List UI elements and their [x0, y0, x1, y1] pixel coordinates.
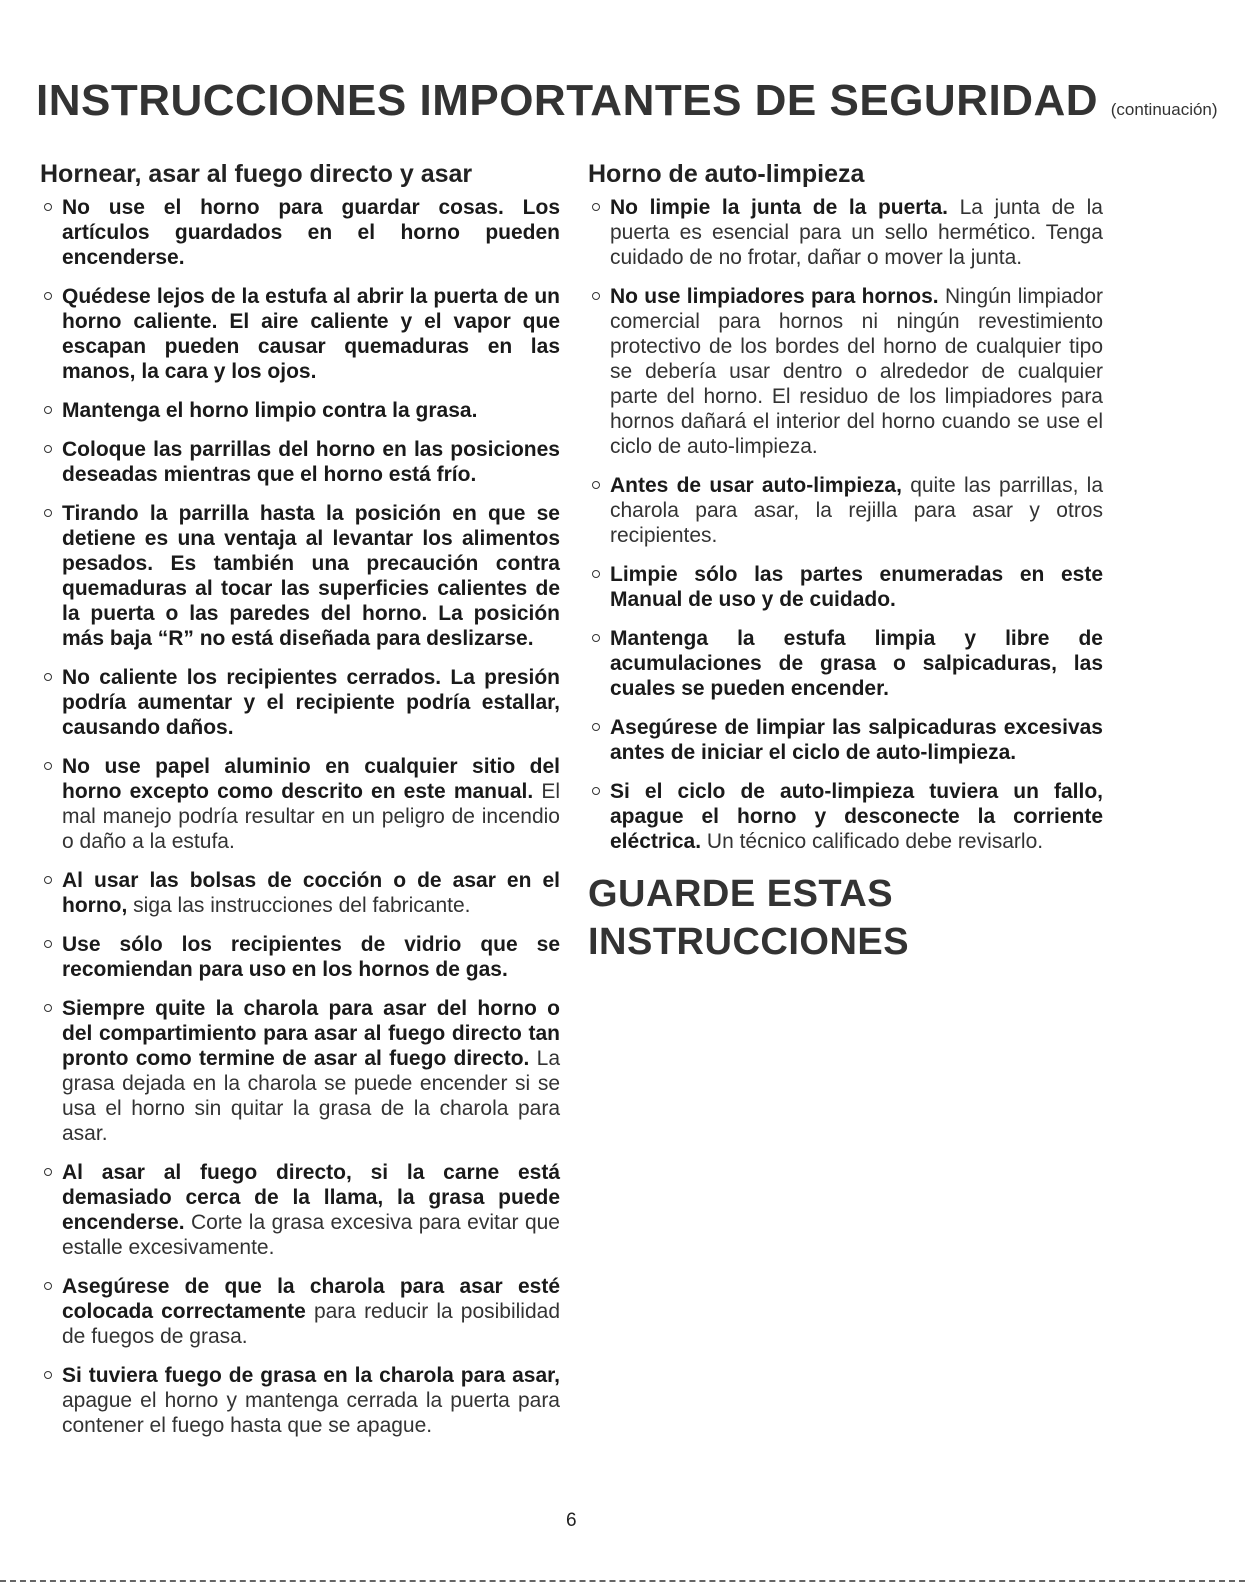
self-clean-safety-list	[588, 195, 1103, 854]
item-bold-text: Antes de usar auto-limpieza,	[610, 474, 902, 497]
list-item	[40, 932, 560, 982]
item-normal-text: Un técnico calificado debe revisarlo.	[706, 830, 1044, 853]
list-item	[40, 398, 560, 423]
item-normal-text: quite las parrillas, la charola para asar, la rejilla para asar y otros recipientes.	[610, 474, 1104, 547]
item-normal-text: apague el horno y mantenga cerrada la puerta para contener el fuego hasta que se apague.	[62, 1389, 560, 1437]
item-bold-text: Si tuviera fuego de grasa en la charola para asar,	[62, 1364, 560, 1387]
item-bold-text: Use sólo los recipientes de vidrio que se recomiendan para uso en los hornos de gas.	[62, 933, 560, 981]
right-column	[588, 160, 1103, 966]
item-normal-text: Ningún limpiador comercial para hornos ni ningún revestimiento protectivo de los bordes del horno de cualquier tipo se debería usar dentro o alrededor de cualquier parte del horno. El residuo de los limpiadores para hornos dañará el interior del horno cuando se use el ciclo de auto-limpieza.	[610, 285, 1103, 458]
item-normal-text: La junta de la puerta es esencial para un sello hermético. Tenga cuidado de no frotar, dañar o mover la junta.	[610, 196, 1103, 269]
bottom-divider	[0, 1580, 1245, 1584]
item-bold-text: Al asar al fuego directo, si la carne está demasiado cerca de la llama, la grasa puede encenderse.	[62, 1161, 560, 1234]
section-heading-baking: Hornear, asar al fuego directo y asar	[40, 160, 473, 188]
list-item	[588, 284, 1103, 459]
list-item	[40, 284, 560, 384]
list-item	[588, 626, 1103, 701]
list-item	[40, 501, 560, 651]
page-number: 6	[566, 1510, 577, 1531]
item-bold-text: No caliente los recipientes cerrados. La presión podría aumentar y el recipiente podría estallar, causando daños.	[62, 666, 560, 739]
list-item	[40, 195, 560, 270]
list-item	[40, 868, 560, 918]
item-bold-text: Mantenga la estufa limpia y libre de acumulaciones de grasa o salpicaduras, las cuales se pueden encender.	[610, 627, 1103, 700]
item-normal-text: para reducir la posibilidad de fuegos de grasa.	[62, 1300, 560, 1348]
list-item	[40, 754, 560, 854]
item-bold-text: Asegúrese de que la charola para asar esté colocada correctamente	[62, 1275, 560, 1323]
page-title	[36, 76, 1216, 126]
list-item	[588, 779, 1103, 854]
save-instructions-banner	[588, 870, 1103, 966]
item-bold-text: Siempre quite la charola para asar del horno o del compartimiento para asar al fuego directo tan pronto como termine de asar al fuego directo.	[62, 997, 560, 1070]
item-bold-text: Tirando la parrilla hasta la posición en que se detiene es una ventaja al levantar los alimentos pesados. Es también una precaución contra quemaduras al tocar las superficies calientes de la puerta o las paredes del horno. La posición más baja “R” no está diseñada para deslizarse.	[62, 502, 560, 650]
item-bold-text: Quédese lejos de la estufa al abrir la puerta de un horno caliente. El aire caliente y el vapor que escapan pueden causar quemaduras en las manos, la cara y los ojos.	[62, 285, 560, 383]
list-item	[588, 715, 1103, 765]
save-instructions-line-2: INSTRUCCIONES	[588, 921, 910, 963]
list-item	[40, 996, 560, 1146]
item-bold-text: No limpie la junta de la puerta.	[610, 196, 948, 219]
left-column	[40, 160, 560, 1452]
item-normal-text: siga las instrucciones del fabricante.	[133, 894, 471, 917]
list-item	[588, 195, 1103, 270]
list-item	[40, 1160, 560, 1260]
baking-safety-list	[40, 195, 560, 1438]
section-heading-self-clean: Horno de auto-limpieza	[588, 160, 865, 188]
save-instructions-line-1: GUARDE ESTAS	[588, 873, 894, 915]
item-bold-text: Limpie sólo las partes enumeradas en este Manual de uso y de cuidado.	[610, 563, 1103, 611]
item-normal-text: Corte la grasa excesiva para evitar que estalle excesivamente.	[62, 1211, 560, 1259]
item-normal-text: El mal manejo podría resultar en un peligro de incendio o daño a la estufa.	[62, 780, 560, 853]
item-normal-text: La grasa dejada en la charola se puede encender si se usa el horno sin quitar la grasa de la charola para asar.	[62, 1047, 560, 1145]
list-item	[40, 665, 560, 740]
item-bold-text: Asegúrese de limpiar las salpicaduras excesivas antes de iniciar el ciclo de auto-limpieza.	[610, 716, 1103, 764]
item-bold-text: No use papel aluminio en cualquier sitio del horno excepto como descrito en este manual.	[62, 755, 560, 803]
item-bold-text: Mantenga el horno limpio contra la grasa.	[62, 399, 478, 422]
item-bold-text: No use el horno para guardar cosas. Los artículos guardados en el horno pueden encenderse.	[62, 196, 560, 269]
item-bold-text: Coloque las parrillas del horno en las posiciones deseadas mientras que el horno está frío.	[62, 438, 560, 486]
list-item	[40, 1363, 560, 1438]
item-bold-text: Al usar las bolsas de cocción o de asar en el horno,	[62, 869, 560, 917]
continuation-label: (continuación)	[1110, 100, 1218, 119]
page-title-text: INSTRUCCIONES IMPORTANTES DE SEGURIDAD	[36, 76, 1099, 125]
item-bold-text: No use limpiadores para hornos.	[610, 285, 939, 308]
list-item	[40, 1274, 560, 1349]
item-bold-text: Si el ciclo de auto-limpieza tuviera un fallo, apague el horno y desconecte la corriente eléctrica.	[610, 780, 1103, 853]
list-item	[588, 562, 1103, 612]
list-item	[588, 473, 1103, 548]
list-item	[40, 437, 560, 487]
